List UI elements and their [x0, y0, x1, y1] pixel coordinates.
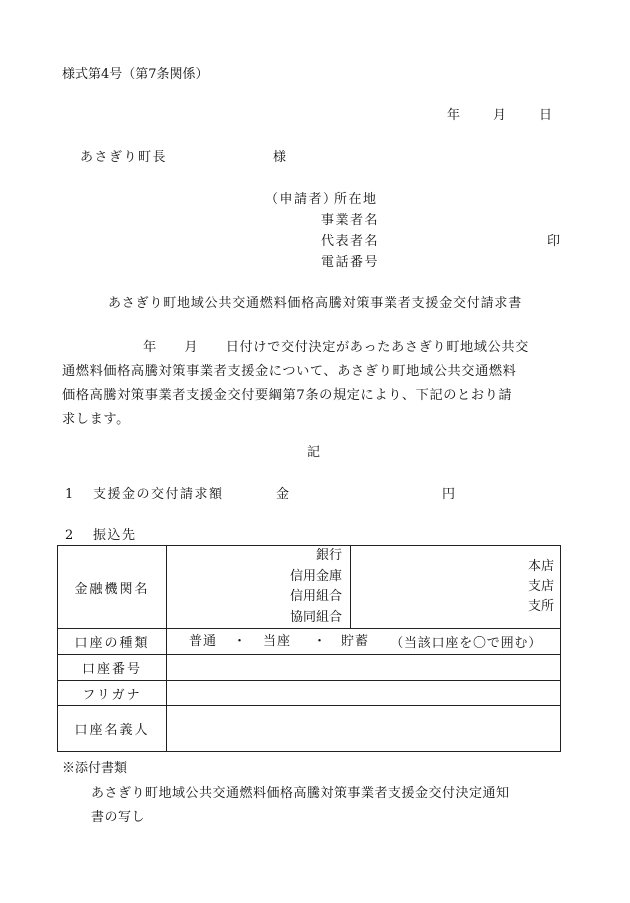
body-paragraph [62, 336, 574, 432]
account-type-separator: ・ [313, 633, 327, 649]
attachment-line: 書の写し [91, 810, 146, 825]
item1-en: 円 [442, 487, 456, 502]
item1-number: 1 [65, 487, 74, 502]
item1-label: 支援金の交付請求額 [93, 487, 224, 502]
financial-institution-label: 金融機関名 [58, 546, 167, 629]
account-holder-label: 口座名義人 [58, 706, 167, 752]
account-type-row [58, 629, 561, 655]
financial-institution-value[interactable] [167, 546, 561, 629]
applicant-address-label: 所在地 [334, 192, 378, 207]
account-type-toza: 当座 [263, 633, 292, 649]
item2-label: 振込先 [93, 528, 137, 543]
institution-type-shinkumi: 信用組合 [289, 589, 342, 604]
addressee-honorific: 様 [273, 150, 287, 165]
attachment-line: あさぎり町地域公共交通燃料価格高騰対策事業者支援金交付決定通知 [91, 786, 510, 801]
institution-type-bank: 銀行 [315, 548, 342, 563]
branch-type-head-office: 本店 [527, 559, 554, 574]
account-type-options [189, 632, 381, 652]
ki-heading: 記 [307, 445, 321, 460]
item2-number: 2 [65, 528, 74, 543]
seal-mark: 印 [547, 234, 561, 249]
body-line: 求します。 [62, 412, 130, 427]
date-day-label: 日 [539, 108, 553, 123]
addressee-name: あさぎり町長 [80, 150, 168, 165]
furigana-label: フリガナ [58, 681, 167, 706]
attachments-list [91, 782, 510, 830]
attachments-heading: ※添付書類 [62, 761, 128, 776]
applicant-role: （申請者） [265, 192, 338, 207]
item1-kin: 金 [276, 487, 290, 502]
furigana-value[interactable] [167, 681, 561, 706]
form-number: 様式第4号（第7条関係） [62, 67, 209, 82]
applicant-business-name-label: 事業者名 [321, 213, 380, 228]
body-line: 価格高騰対策事業者支援金交付要綱第7条の規定により、下記のとおり請 [62, 388, 513, 403]
date-year-label: 年 [447, 108, 461, 123]
account-number-label: 口座番号 [58, 655, 167, 681]
account-type-label: 口座の種類 [58, 629, 167, 655]
account-number-row [58, 655, 561, 681]
document-title: あさぎり町地域公共交通燃料価格高騰対策事業者支援金交付請求書 [108, 296, 523, 311]
branch-type-branch: 支店 [527, 579, 554, 594]
account-number-value[interactable] [167, 655, 561, 681]
account-type-note: （当該口座を〇で囲む） [390, 636, 542, 651]
applicant-phone-label: 電話番号 [321, 255, 380, 270]
account-type-chochiku: 貯蓄 [341, 633, 370, 649]
account-holder-value[interactable] [167, 706, 561, 752]
institution-type-shinkin: 信用金庫 [289, 568, 342, 584]
account-type-futsu: 普通 [189, 633, 218, 649]
account-type-value[interactable] [167, 629, 561, 655]
account-holder-row [58, 706, 561, 752]
date-month-label: 月 [493, 108, 507, 123]
account-type-separator: ・ [233, 633, 247, 649]
body-line: 年 月 日付けで交付決定があったあさぎり町地域公共交 [143, 340, 529, 355]
furigana-row [58, 681, 561, 706]
branch-type-sub-branch: 支所 [527, 599, 554, 614]
institution-type-kyodo: 協同組合 [289, 609, 342, 625]
bank-account-table [57, 545, 561, 752]
body-line: 通燃料価格高騰対策事業者支援金について、あさぎり町地域公共交通燃料 [62, 364, 517, 379]
applicant-representative-label: 代表者名 [321, 234, 380, 249]
financial-institution-row [58, 546, 561, 629]
